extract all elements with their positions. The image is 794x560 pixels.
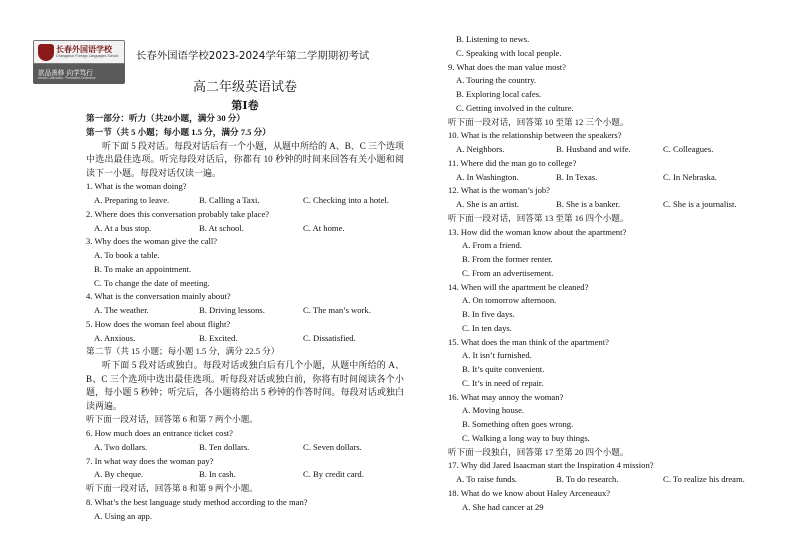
question-1: 1. What is the woman doing? (86, 181, 187, 192)
question-15: 15. What does the man think of the apartment? (448, 336, 609, 347)
prompt-q10-q12: 听下面一段对话，回答第 10 至第 12 三个小题。 (448, 116, 629, 127)
question-12: 12. What is the woman’s job? (448, 185, 550, 196)
option-c: C. To change the date of meeting. (94, 277, 210, 288)
option-b: B. Calling a Taxi. (199, 195, 260, 206)
question-4-options (86, 304, 404, 318)
question-17-options (448, 473, 778, 487)
option-a: A. Moving house. (462, 405, 525, 416)
question-18: 18. What do we know about Haley Arceneaux? (448, 487, 611, 498)
option-c: C. Seven dollars. (303, 441, 362, 452)
question-17: 17. Why did Jared Isaacman start the Inspiration 4 mission? (448, 460, 654, 471)
option-a: A. To book a table. (94, 250, 160, 261)
question-10: 10. What is the relationship between the speakers? (448, 130, 622, 141)
option-b: B. From the former renter. (462, 254, 553, 264)
question-8: 8. What’s the best language study method according to the man? (86, 496, 308, 507)
logo-motto-english: Moral Cultivation, Persistent Endeavor (38, 76, 96, 80)
option-a: A. Touring the country. (456, 75, 537, 86)
question-11-options (448, 171, 778, 185)
option-b: B. Husband and wife. (556, 144, 631, 154)
option-c: C. Speaking with local people. (456, 47, 562, 58)
question-6-options (86, 441, 404, 455)
right-column (448, 33, 778, 514)
logo-motto: 欲品善修 向学笃行 (38, 69, 93, 77)
option-c: C. In ten days. (462, 322, 512, 333)
question-9: 9. What does the man value most? (448, 61, 566, 72)
option-b: B. Listening to news. (456, 34, 530, 44)
option-b: B. To do research. (556, 474, 619, 484)
option-a: A. The weather. (94, 305, 149, 316)
option-c: C. At home. (303, 222, 345, 233)
option-b: B. In Texas. (556, 171, 598, 182)
option-a: A. Preparing to leave. (94, 195, 170, 206)
option-b: B. Driving lessons. (199, 305, 265, 316)
option-b: B. Something often goes wrong. (462, 419, 574, 429)
option-a: A. On tomorrow afternoon. (462, 295, 557, 306)
option-b: B. Excited. (199, 332, 238, 343)
option-c: C. Getting involved in the culture. (456, 102, 574, 113)
question-16: 16. What may annoy the woman? (448, 391, 564, 402)
option-a: A. Neighbors. (456, 144, 505, 154)
option-c: C. Walking a long way to buy things. (462, 432, 590, 443)
question-11: 11. Where did the man go to college? (448, 157, 577, 168)
left-column (86, 112, 404, 523)
question-7: 7. In what way does the woman pay? (86, 455, 214, 466)
question-3: 3. Why does the woman give the call? (86, 236, 218, 247)
paper-title: 高二年级英语试卷 (192, 80, 297, 95)
question-13: 13. How did the woman know about the apartment? (448, 226, 627, 237)
option-b: B. In five days. (462, 309, 515, 319)
option-c: C. Dissatisfied. (303, 332, 356, 343)
option-a: A. To raise funds. (456, 474, 518, 484)
option-c: C. From an advertisement. (462, 267, 554, 278)
option-b: B. Exploring local cafes. (456, 89, 542, 99)
school-title: 长春外国语学校2023-2024学年第二学期期初考试 (136, 50, 370, 62)
question-6: 6. How much does an entrance ticket cost? (86, 428, 233, 439)
volume-title: 第Ⅰ卷 (231, 99, 259, 112)
logo-banner (33, 40, 125, 64)
option-c: C. She is a journalist. (663, 199, 737, 209)
school-crest-icon (38, 44, 54, 61)
section1-instructions: 听下面 5 段对话。每段对话后有一个小题，从题中所给的 A、B、C 三个选项中选出最佳选项。听完每段对话后，你都有 10 秒钟的时间来回答有关小题和阅读下一小题。每段对话仅读一遍。 (86, 140, 405, 178)
question-2-options (86, 222, 404, 236)
option-b: B. At school. (199, 222, 244, 233)
question-12-options (448, 198, 778, 212)
question-4: 4. What is the conversation mainly about? (86, 291, 231, 302)
section2-instructions: 听下面 5 段对话或独白。每段对话或独白后有几个小题，从题中所给的 A、B、C 三个选项中选出最佳选项。听每段对话或独白前，你将有时间阅读各个小题，每小题 5 秒钟；听完后，各小题将给出 5 秒钟的作答时间。每段对话或独白读两遍。 (86, 360, 404, 411)
option-a: A. In Washington. (456, 171, 519, 182)
option-a: A. At a bus stop. (94, 222, 152, 233)
prompt-q8-q9: 听下面一段对话，回答第 8 和第 9 两个小题。 (86, 483, 258, 494)
option-b: B. Ten dollars. (199, 441, 250, 452)
option-c: C. It’s in need of repair. (462, 377, 544, 388)
option-a: A. Using an app. (94, 510, 152, 521)
option-a: A. She had cancer at 29 (462, 501, 544, 512)
option-a: A. By cheque. (94, 469, 144, 480)
option-a: A. Anxious. (94, 332, 136, 343)
option-c: C. By credit card. (303, 469, 364, 480)
option-b: B. She is a banker. (556, 199, 620, 209)
option-c: C. The man’s work. (303, 305, 371, 316)
question-1-options (86, 194, 404, 208)
prompt-q6-q7: 听下面一段对话，回答第 6 和第 7 两个小题。 (86, 414, 258, 425)
option-a: A. She is an artist. (456, 199, 520, 209)
section2-title: 第二节（共 15 小题；每小题 1.5 分，满分 22.5 分） (86, 346, 280, 357)
question-5: 5. How does the woman feel about flight? (86, 318, 231, 329)
option-a: A. From a friend. (462, 240, 522, 251)
option-a: A. Two dollars. (94, 441, 148, 452)
option-b: B. In cash. (199, 469, 236, 480)
option-c: C. Checking into a hotel. (303, 195, 389, 206)
option-c: C. In Nebraska. (663, 171, 717, 182)
prompt-q17-q20: 听下面一段独白，回答第 17 至第 20 四个小题。 (448, 446, 629, 457)
section1-title: 第一节（共 5 小题；每小题 1.5 分，满分 7.5 分） (86, 126, 271, 137)
option-a: A. It isn’t furnished. (462, 350, 532, 361)
question-5-options (86, 332, 404, 346)
part1-title: 第一部分：听力（共20小题，满分 30 分） (86, 113, 245, 123)
option-b: B. It’s quite convenient. (462, 364, 545, 374)
question-14: 14. When will the apartment be cleaned? (448, 281, 589, 292)
option-b: B. To make an appointment. (94, 263, 192, 274)
option-c: C. Colleagues. (663, 144, 714, 154)
question-7-options (86, 468, 404, 482)
option-c: C. To realize his dream. (663, 474, 745, 484)
question-10-options (448, 143, 778, 157)
logo-name: 长春外国语学校 (56, 44, 112, 54)
logo-english-name: Changchun Foreign Languages School (56, 54, 119, 58)
question-2: 2. Where does this conversation probably take place? (86, 208, 270, 219)
prompt-q13-q16: 听下面一段对话，回答第 13 至第 16 四个小题。 (448, 212, 629, 223)
